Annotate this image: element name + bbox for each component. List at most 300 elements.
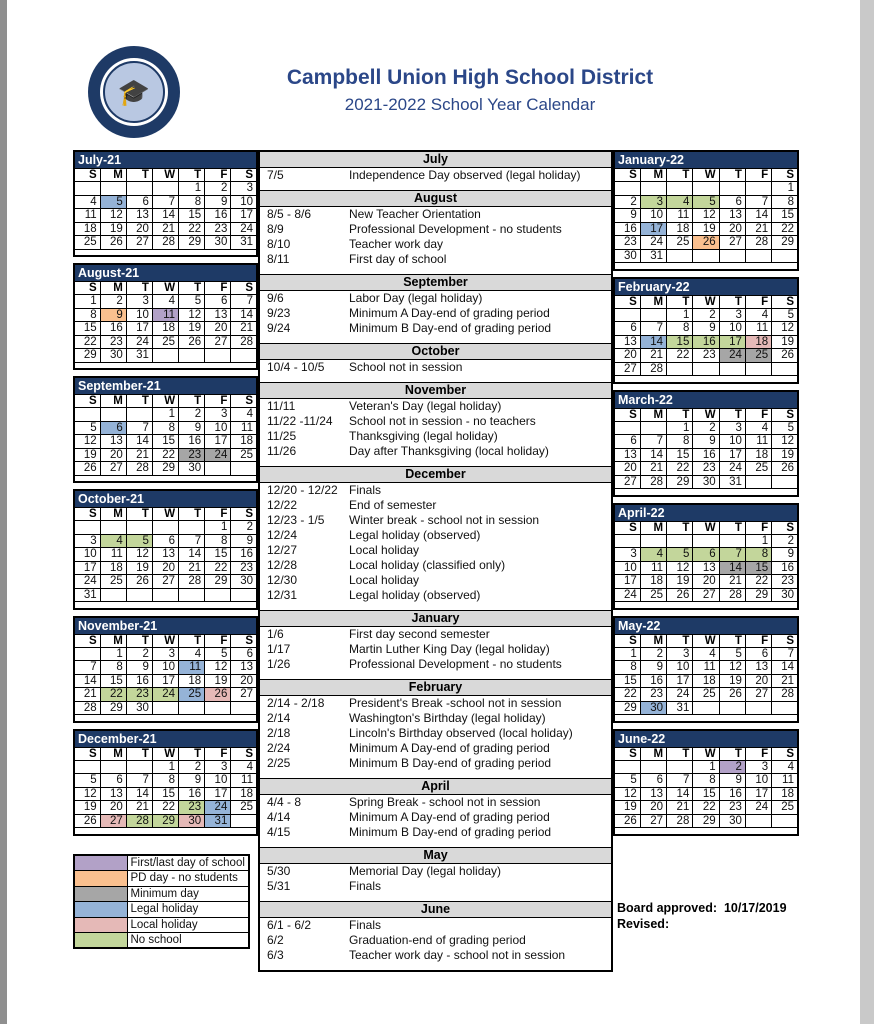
day-of-week-header: W <box>152 395 178 408</box>
day-cell: 13 <box>719 209 745 223</box>
day-cell: 15 <box>152 787 178 801</box>
day-cell: 6 <box>152 534 178 548</box>
day-cell: 11 <box>152 308 178 322</box>
day-cell: 5 <box>772 308 798 322</box>
day-cell: 9 <box>179 421 205 435</box>
day-cell: 16 <box>693 335 719 349</box>
legend-label: First/last day of school <box>127 855 249 871</box>
day-cell: 29 <box>614 701 640 715</box>
day-cell: 2 <box>772 534 798 548</box>
day-cell <box>231 588 257 602</box>
day-cell: 17 <box>745 787 771 801</box>
legend-color-swatch <box>74 902 127 918</box>
day-cell: 27 <box>152 575 178 589</box>
day-cell: 8 <box>205 534 231 548</box>
event-description: Winter break - school not in session <box>349 513 540 527</box>
day-cell: 18 <box>152 322 178 336</box>
day-cell: 13 <box>231 661 257 675</box>
day-cell: 27 <box>719 236 745 250</box>
day-cell: 30 <box>231 575 257 589</box>
event-description: President's Break -school not in session <box>349 696 562 710</box>
day-cell: 11 <box>745 322 771 336</box>
mini-calendar-july-21 <box>73 150 258 257</box>
day-cell: 31 <box>126 349 152 363</box>
event-month-header: August <box>260 190 611 207</box>
day-cell: 16 <box>100 322 126 336</box>
legend-row <box>74 902 249 918</box>
day-cell: 4 <box>772 760 798 774</box>
day-cell: 9 <box>126 661 152 675</box>
day-cell: 8 <box>772 195 798 209</box>
event-row <box>260 933 611 948</box>
day-cell: 23 <box>719 801 745 815</box>
event-date: 1/6 <box>267 627 284 641</box>
day-cell: 1 <box>74 295 100 309</box>
day-cell: 1 <box>667 308 693 322</box>
day-cell: 31 <box>231 236 257 250</box>
event-row <box>260 948 611 963</box>
day-cell: 18 <box>667 222 693 236</box>
day-cell: 16 <box>614 222 640 236</box>
day-cell: 15 <box>772 209 798 223</box>
day-of-week-header: W <box>152 282 178 295</box>
day-cell <box>745 362 771 376</box>
day-cell: 16 <box>231 548 257 562</box>
event-row <box>260 711 611 726</box>
day-cell <box>614 534 640 548</box>
day-cell: 7 <box>152 195 178 209</box>
day-cell: 15 <box>667 335 693 349</box>
calendar-gap-row <box>74 602 257 609</box>
event-description: School not in session - no teachers <box>349 414 536 428</box>
day-cell: 26 <box>614 814 640 828</box>
day-cell: 26 <box>772 462 798 476</box>
day-cell: 8 <box>667 322 693 336</box>
event-description: Professional Development - no students <box>349 222 562 236</box>
day-cell <box>772 475 798 489</box>
day-cell: 21 <box>152 222 178 236</box>
day-cell: 24 <box>74 575 100 589</box>
event-date: 6/1 - 6/2 <box>267 918 312 932</box>
day-cell: 10 <box>745 774 771 788</box>
event-description: Local holiday <box>349 573 420 587</box>
day-cell: 3 <box>74 534 100 548</box>
day-cell: 16 <box>640 674 666 688</box>
day-cell: 31 <box>205 814 231 828</box>
day-cell: 12 <box>74 435 100 449</box>
event-row <box>260 879 611 894</box>
day-cell: 31 <box>667 701 693 715</box>
day-cell: 3 <box>126 295 152 309</box>
day-cell: 23 <box>693 462 719 476</box>
day-cell: 10 <box>231 195 257 209</box>
day-cell: 16 <box>693 448 719 462</box>
day-cell: 14 <box>719 561 745 575</box>
day-cell: 6 <box>100 774 126 788</box>
day-cell: 30 <box>719 814 745 828</box>
event-date: 1/17 <box>267 642 291 656</box>
day-cell <box>100 588 126 602</box>
day-cell: 9 <box>205 195 231 209</box>
day-cell: 3 <box>719 421 745 435</box>
event-date: 5/31 <box>267 879 291 893</box>
day-cell: 2 <box>640 647 666 661</box>
day-cell: 29 <box>205 575 231 589</box>
day-cell: 20 <box>231 674 257 688</box>
day-cell: 10 <box>719 435 745 449</box>
day-cell <box>231 462 257 476</box>
day-cell: 23 <box>205 222 231 236</box>
day-cell: 15 <box>205 548 231 562</box>
day-of-week-header: S <box>772 521 798 534</box>
day-cell: 21 <box>772 674 798 688</box>
day-cell: 9 <box>100 308 126 322</box>
day-cell: 18 <box>179 674 205 688</box>
day-of-week-header: T <box>126 395 152 408</box>
day-cell: 3 <box>640 195 666 209</box>
month-header: December-21 <box>74 730 257 748</box>
day-cell: 8 <box>152 421 178 435</box>
day-cell: 22 <box>772 222 798 236</box>
day-cell: 7 <box>719 548 745 562</box>
day-cell: 14 <box>152 209 178 223</box>
day-cell: 19 <box>719 674 745 688</box>
day-cell: 19 <box>772 448 798 462</box>
day-cell: 4 <box>100 534 126 548</box>
day-of-week-header: W <box>693 634 719 647</box>
legend-table <box>74 855 249 948</box>
legend-row <box>74 871 249 887</box>
day-cell: 9 <box>640 661 666 675</box>
day-cell: 17 <box>152 674 178 688</box>
day-cell: 20 <box>693 575 719 589</box>
day-cell: 28 <box>640 362 666 376</box>
day-cell: 19 <box>772 335 798 349</box>
day-cell <box>693 701 719 715</box>
day-cell: 9 <box>179 774 205 788</box>
event-date: 8/10 <box>267 237 291 251</box>
event-description: School not in session <box>349 360 463 374</box>
day-cell: 1 <box>667 421 693 435</box>
day-cell: 5 <box>693 195 719 209</box>
day-of-week-header: T <box>719 295 745 308</box>
day-cell: 21 <box>179 561 205 575</box>
event-description: Memorial Day (legal holiday) <box>349 864 502 878</box>
day-cell: 19 <box>693 222 719 236</box>
day-cell <box>179 588 205 602</box>
event-date: 2/14 - 2/18 <box>267 696 325 710</box>
day-cell <box>74 760 100 774</box>
event-date: 6/3 <box>267 948 284 962</box>
day-cell: 27 <box>205 335 231 349</box>
calendar-gap-row <box>614 828 798 835</box>
day-cell <box>100 521 126 535</box>
day-of-week-header: S <box>614 408 640 421</box>
event-section-june <box>260 901 611 970</box>
event-row <box>260 795 611 810</box>
day-cell: 28 <box>640 475 666 489</box>
legend-row <box>74 855 249 871</box>
event-row <box>260 222 611 237</box>
day-cell: 22 <box>745 575 771 589</box>
day-of-week-header: S <box>772 169 798 182</box>
day-cell: 7 <box>640 435 666 449</box>
day-cell: 15 <box>614 674 640 688</box>
day-cell: 14 <box>126 787 152 801</box>
event-date: 7/5 <box>267 168 284 182</box>
event-description: New Teacher Orientation <box>349 207 481 221</box>
day-of-week-header: M <box>100 508 126 521</box>
day-of-week-header: S <box>614 169 640 182</box>
day-cell: 12 <box>693 209 719 223</box>
day-cell <box>205 462 231 476</box>
day-cell: 16 <box>179 435 205 449</box>
event-date: 1/26 <box>267 657 291 671</box>
day-cell <box>100 182 126 196</box>
day-of-week-header: M <box>640 408 666 421</box>
event-description: Day after Thanksgiving (local holiday) <box>349 444 549 458</box>
event-row <box>260 399 611 414</box>
day-cell <box>152 349 178 363</box>
event-description: Minimum A Day-end of grading period <box>349 810 550 824</box>
day-cell: 10 <box>614 561 640 575</box>
day-of-week-header: W <box>693 295 719 308</box>
day-cell: 10 <box>152 661 178 675</box>
day-cell: 16 <box>772 561 798 575</box>
right-edge-strip <box>860 0 874 1024</box>
day-cell: 30 <box>640 701 666 715</box>
day-cell <box>205 588 231 602</box>
day-of-week-header: T <box>719 747 745 760</box>
event-section-october <box>260 343 611 382</box>
day-cell <box>667 182 693 196</box>
day-of-week-header: T <box>667 521 693 534</box>
mini-calendar-september-21 <box>73 376 258 483</box>
day-cell: 24 <box>640 236 666 250</box>
day-cell: 18 <box>693 674 719 688</box>
day-cell: 7 <box>640 322 666 336</box>
day-of-week-header: T <box>719 521 745 534</box>
day-cell <box>126 408 152 422</box>
day-cell: 30 <box>614 249 640 263</box>
calendar-gap-row <box>74 828 257 835</box>
day-cell <box>719 701 745 715</box>
day-cell: 26 <box>693 236 719 250</box>
legend-label: Minimum day <box>127 886 249 902</box>
day-cell: 17 <box>205 787 231 801</box>
event-row <box>260 726 611 741</box>
event-month-header: June <box>260 901 611 918</box>
day-cell: 5 <box>205 647 231 661</box>
day-cell: 12 <box>667 561 693 575</box>
day-cell: 17 <box>614 575 640 589</box>
events-column <box>258 150 613 972</box>
day-cell: 28 <box>126 462 152 476</box>
day-cell: 26 <box>74 814 100 828</box>
month-header: March-22 <box>614 391 798 409</box>
page-subtitle: 2021-2022 School Year Calendar <box>344 95 596 114</box>
day-cell: 19 <box>100 222 126 236</box>
day-of-week-header: F <box>745 634 771 647</box>
day-of-week-header: W <box>152 508 178 521</box>
day-cell: 22 <box>614 688 640 702</box>
day-cell: 11 <box>231 421 257 435</box>
day-cell: 18 <box>640 575 666 589</box>
day-cell: 4 <box>693 647 719 661</box>
event-description: Finals <box>349 879 382 893</box>
day-cell: 31 <box>640 249 666 263</box>
event-section-december <box>260 466 611 610</box>
day-of-week-header: F <box>745 295 771 308</box>
day-cell: 27 <box>693 588 719 602</box>
event-description: Lincoln's Birthday observed (local holiday) <box>349 726 573 740</box>
day-of-week-header: W <box>693 408 719 421</box>
day-cell: 5 <box>614 774 640 788</box>
day-of-week-header: S <box>231 508 257 521</box>
month-header: November-21 <box>74 617 257 635</box>
day-cell: 28 <box>231 335 257 349</box>
day-cell <box>745 182 771 196</box>
day-of-week-header: S <box>772 747 798 760</box>
calendar-gap-row <box>614 602 798 609</box>
day-cell <box>74 408 100 422</box>
event-date: 12/24 <box>267 528 298 542</box>
day-cell <box>667 760 693 774</box>
mini-calendar-october-21 <box>73 489 258 610</box>
day-cell: 27 <box>126 236 152 250</box>
day-cell: 11 <box>179 661 205 675</box>
day-cell: 25 <box>693 688 719 702</box>
day-cell: 17 <box>231 209 257 223</box>
day-of-week-header: T <box>667 634 693 647</box>
day-cell: 25 <box>231 801 257 815</box>
legend-row <box>74 917 249 933</box>
day-cell: 12 <box>614 787 640 801</box>
event-date: 9/23 <box>267 306 291 320</box>
event-row <box>260 291 611 306</box>
month-header: July-21 <box>74 151 257 169</box>
day-cell: 24 <box>231 222 257 236</box>
calendar-column-right <box>613 150 799 842</box>
day-cell: 6 <box>719 195 745 209</box>
event-description: Legal holiday (observed) <box>349 528 481 542</box>
day-cell: 15 <box>152 435 178 449</box>
day-of-week-header: M <box>100 395 126 408</box>
day-of-week-header: S <box>614 521 640 534</box>
day-cell: 16 <box>179 787 205 801</box>
day-cell: 2 <box>231 521 257 535</box>
day-cell: 27 <box>745 688 771 702</box>
day-cell: 14 <box>667 787 693 801</box>
day-cell: 10 <box>719 322 745 336</box>
day-cell: 13 <box>745 661 771 675</box>
event-description: Minimum B Day-end of grading period <box>349 321 552 335</box>
day-cell: 8 <box>74 308 100 322</box>
day-cell: 13 <box>693 561 719 575</box>
day-of-week-header: W <box>693 521 719 534</box>
day-cell: 25 <box>231 448 257 462</box>
day-cell <box>152 701 178 715</box>
event-date: 2/25 <box>267 756 291 770</box>
mini-calendar-december-21 <box>73 729 258 836</box>
event-date: 12/31 <box>267 588 298 602</box>
day-cell: 10 <box>126 308 152 322</box>
day-of-week-header: F <box>745 408 771 421</box>
day-cell: 25 <box>667 236 693 250</box>
day-of-week-header: T <box>179 395 205 408</box>
day-of-week-header: T <box>667 747 693 760</box>
day-cell: 27 <box>614 362 640 376</box>
day-cell: 30 <box>179 814 205 828</box>
day-cell: 28 <box>719 588 745 602</box>
event-description: Local holiday <box>349 543 420 557</box>
day-of-week-header: S <box>231 747 257 760</box>
day-cell <box>179 349 205 363</box>
event-section-may <box>260 847 611 901</box>
day-cell: 14 <box>745 209 771 223</box>
day-cell: 20 <box>100 448 126 462</box>
event-description: Local holiday (classified only) <box>349 558 506 572</box>
day-cell <box>640 760 666 774</box>
day-cell: 26 <box>205 688 231 702</box>
day-cell: 11 <box>745 435 771 449</box>
day-cell: 3 <box>667 647 693 661</box>
day-cell: 12 <box>205 661 231 675</box>
day-cell <box>667 362 693 376</box>
day-cell: 13 <box>205 308 231 322</box>
event-date: 2/14 <box>267 711 291 725</box>
day-cell: 22 <box>74 335 100 349</box>
day-of-week-header: T <box>126 508 152 521</box>
day-of-week-header: F <box>205 395 231 408</box>
event-date: 11/11 <box>267 399 296 413</box>
day-cell: 21 <box>126 448 152 462</box>
event-description: Minimum B Day-end of grading period <box>349 756 552 770</box>
event-date: 4/15 <box>267 825 291 839</box>
event-row <box>260 543 611 558</box>
day-of-week-header: S <box>74 169 100 182</box>
event-row <box>260 306 611 321</box>
day-cell: 17 <box>126 322 152 336</box>
day-cell: 15 <box>667 448 693 462</box>
day-of-week-header: T <box>179 169 205 182</box>
day-cell: 21 <box>719 575 745 589</box>
day-cell <box>614 308 640 322</box>
district-logo <box>88 46 180 138</box>
day-cell <box>745 249 771 263</box>
day-cell: 16 <box>719 787 745 801</box>
day-cell <box>152 182 178 196</box>
day-cell <box>693 249 719 263</box>
day-cell <box>152 521 178 535</box>
event-row <box>260 756 611 771</box>
day-of-week-header: T <box>126 169 152 182</box>
month-header: January-22 <box>614 151 798 169</box>
day-cell: 3 <box>205 408 231 422</box>
event-section-january <box>260 610 611 679</box>
calendar-column-left <box>73 150 258 842</box>
day-cell: 27 <box>100 814 126 828</box>
day-cell <box>74 647 100 661</box>
day-cell: 1 <box>179 182 205 196</box>
day-cell <box>667 534 693 548</box>
legend-label: Local holiday <box>127 917 249 933</box>
day-cell: 20 <box>745 674 771 688</box>
day-cell: 7 <box>667 774 693 788</box>
day-cell: 17 <box>74 561 100 575</box>
event-row <box>260 573 611 588</box>
day-cell: 26 <box>719 688 745 702</box>
